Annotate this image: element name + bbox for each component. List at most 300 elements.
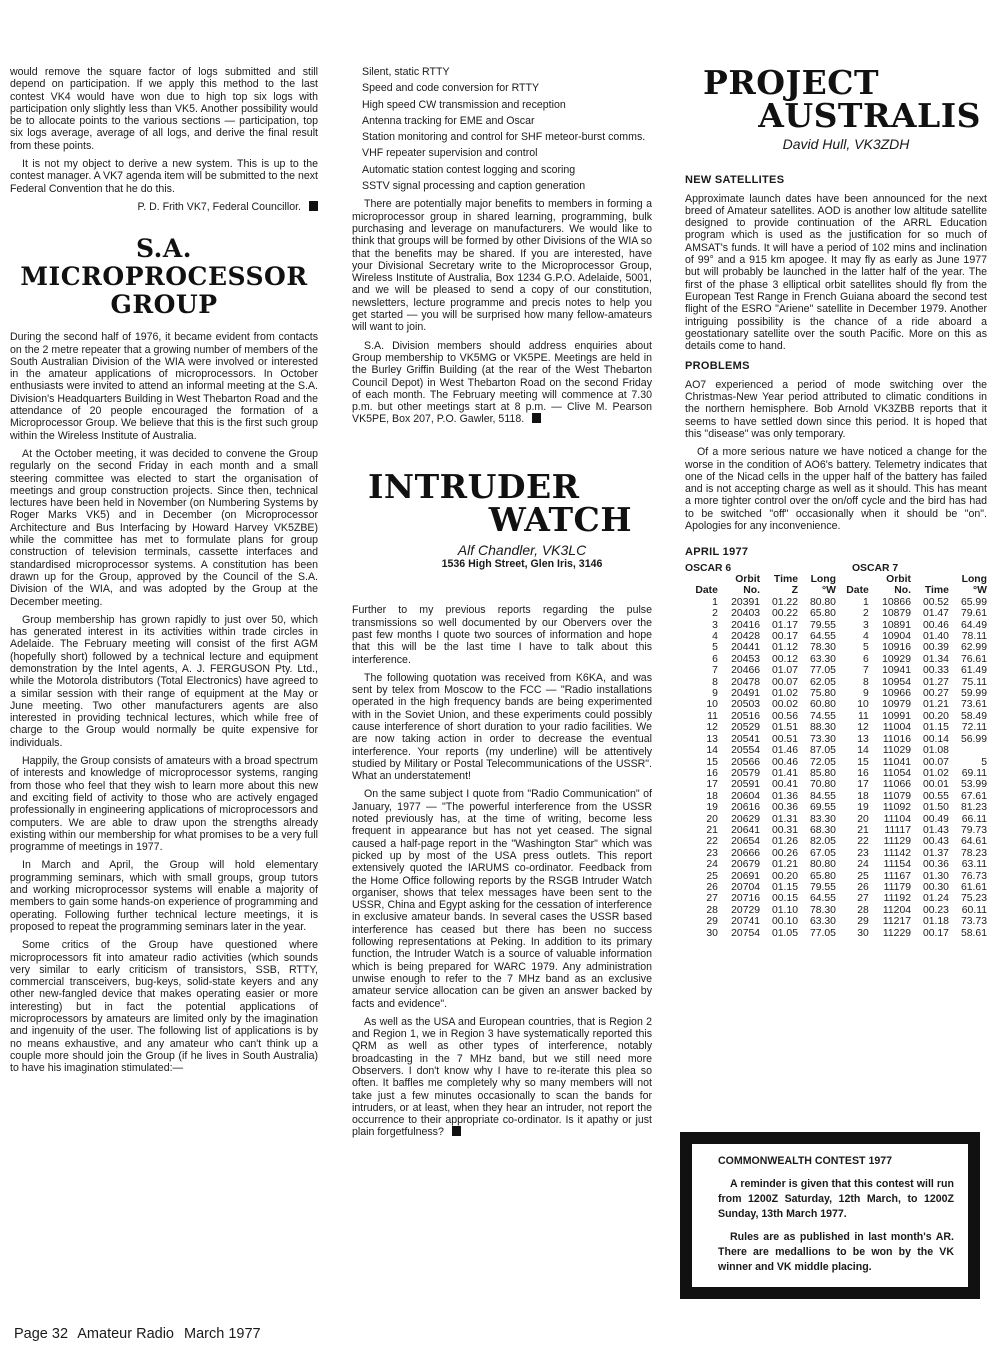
table-cell: 20503 [731,699,761,711]
orbit-table [685,563,987,939]
table-cell: 11016 [882,733,911,745]
table-cell: 21 [706,824,718,836]
table-cell: 8 [863,676,869,688]
table-cell: 19 [857,802,869,814]
table-cell: 64.55 [809,631,836,643]
table-cell: 00.46 [771,756,798,768]
magazine-name: Amateur Radio [77,1326,174,1342]
heading-line: AUSTRALIS [758,96,981,135]
table-row [685,814,987,825]
table-row [685,768,987,779]
table-header-row [685,585,987,596]
heading-line: MICROPROCESSOR [20,262,308,292]
table-cell: 20629 [731,813,761,825]
table-cell: 62.05 [809,676,836,688]
column-left [10,66,318,1080]
article-paragraph: During the second half of 1976, it became evident from contacts on the 2 metre repeater that a growing number of members of the South Australian Division of the WIA were involved or interested in the amateur applications of microprocessors. In October enthusiasts were invited to attend an informal meeting at the S.A. Division's Headquarters Building in West Thebarton Road and the attendance of 20 people encouraged the formation of a Microprocessor Group. We believe that this is the first such group within the Wireless Institute of Australia. [10,331,318,442]
table-cell: 5 [712,642,718,654]
table-cell: 01.10 [771,904,798,916]
table-cell: 79.55 [809,619,836,631]
table-cell: 22 [706,836,718,848]
end-mark-icon [532,413,541,423]
table-cell: 72.11 [961,722,987,734]
table-cell: 67.05 [809,847,836,859]
table-cell: 7 [712,665,718,677]
table-cell: 11029 [882,745,911,757]
intruder-watch-heading [352,466,652,539]
table-cell: 77.05 [809,665,836,677]
table-row [685,608,987,619]
table-cell: 00.23 [922,904,949,916]
list-item: Station monitoring and control for SHF meteor-burst comms. [362,131,646,144]
section-heading: PROBLEMS [685,360,750,373]
table-cell: 68.30 [809,824,836,836]
table-cell: 20491 [731,688,761,700]
table-cell: 01.46 [771,745,798,757]
table-row [685,871,987,882]
table-cell: 01.21 [771,859,798,871]
orbit-table-body [685,597,987,939]
table-cell: 00.22 [771,608,798,620]
table-cell: 23 [857,847,869,859]
microprocessor-heading [10,235,318,319]
table-cell: 01.47 [922,608,949,620]
contest-article-paragraph: It is not my object to derive a new system. This is up to the contest manager. A VK7 agenda item will be submitted to the next Federal Convention that he do this. [10,158,318,195]
table-cell: 79.73 [960,824,987,836]
table-cell: 01.37 [922,847,949,859]
table-cell: 20554 [731,745,761,757]
table-cell: 17 [706,779,718,791]
table-cell: 10966 [882,688,911,700]
table-cell: 20604 [731,790,761,802]
table-row [685,597,987,608]
table-cell: 00.52 [922,596,949,608]
table-cell: 85.80 [809,767,836,779]
table-row [685,642,987,653]
table-cell: 10954 [882,676,911,688]
table-cell: 18 [857,790,869,802]
table-cell: 10 [857,699,869,711]
table-cell: 10 [706,699,718,711]
end-mark-icon [309,201,318,211]
article-paragraph-text: S.A. Division members should address enquiries about Group membership to VK5MG or VK5PE. Meetings are held in the Burley Griffin Building (at the rear of the West Thebarton Council Depot) in West Thebarton Road on the second Friday of each month. The February meeting will commence at 7.30 p.m. but other meetings start at 8 p.m. — Clive M. Pearson VK5PE, Box 207, P.O. Gawler, 5118. [352,339,652,426]
table-cell: 11092 [882,802,911,814]
table-cell: 53.99 [960,779,987,791]
table-cell: 12 [706,722,718,734]
table-cell: 63.30 [809,653,836,665]
table-cell: 27 [706,893,718,905]
table-cell: 10991 [882,710,911,722]
table-cell: 11066 [882,779,911,791]
table-row [685,722,987,733]
table-cell: 75.23 [960,893,987,905]
table-cell: 65.99 [960,596,987,608]
column-header: No. [894,585,911,597]
table-cell: 88.30 [809,722,836,734]
table-cell: 01.17 [771,619,798,631]
table-cell: 01.36 [771,790,798,802]
table-row [685,859,987,870]
list-item: SSTV signal processing and caption generation [362,180,586,193]
table-cell: 01.51 [771,722,798,734]
table-cell: 30 [857,927,869,939]
table-cell: 28 [857,904,869,916]
table-cell: 76.73 [960,870,987,882]
project-australis-heading [685,63,987,135]
table-cell: 67.61 [960,790,987,802]
table-cell: 10904 [882,631,911,643]
contest-notice-paragraph: A reminder is given that this contest will run from 1200Z Saturday, 12th March, to 1200Z Sunday, 13th March 1977. [718,1178,954,1220]
table-row [685,802,987,813]
table-cell: 01.12 [771,642,798,654]
table-cell: 1 [863,596,869,608]
contest-notice-content [692,1144,968,1287]
table-cell: 22 [857,836,869,848]
table-cell: 23 [706,847,718,859]
section-paragraph: AO7 experienced a period of mode switching over the Christmas-New Year period attributed to climatic conditions in the northern hemisphere. Bob Arnold VK3ZBB reports that it seems to have settled down since this period. It is hoped that this "disease" was only temporary. [685,378,987,440]
table-row [685,699,987,710]
table-cell: 20641 [731,824,761,836]
table-cell: 61.61 [960,881,987,893]
table-row [685,745,987,756]
author-byline: Alf Chandler, VK3LC [457,541,587,558]
table-row [685,791,987,802]
table-cell: 00.17 [771,631,798,643]
author-byline: David Hull, VK3ZDH [782,136,910,152]
table-cell: 5 [981,756,987,768]
table-row [685,688,987,699]
table-cell: 14 [857,745,869,757]
table-cell: 87.05 [809,745,836,757]
table-cell: 77.05 [809,927,836,939]
table-cell: 20516 [731,710,761,722]
table-cell: 01.05 [771,927,798,939]
table-cell: 65.80 [809,608,836,620]
article-paragraph-text: As well as the USA and European countries, that is Region 2 and Region 1, we in Region 3 have systematically reported this QRM as well as other types of interference, notably broadcasting in the 7 MHz band, but we still need more Observers. I don't know why I have to re-iterate this plea so often. It baffles me completely why so many members will not take just a few minutes occasionally to scan the bands for intruders, or at least, when they hear an intruder, not report the occurrence to their appropriate co-ordinator. Is it apathy or just plain forgetfulness? [352,1015,652,1139]
table-cell: 64.61 [960,836,987,848]
table-cell: 2 [863,608,869,620]
table-cell: 56.99 [960,733,987,745]
table-cell: 00.36 [922,859,949,871]
table-cell: 20541 [731,733,761,745]
table-cell: 00.31 [771,824,798,836]
table-cell: 1 [712,596,718,608]
table-cell: 4 [712,631,718,643]
table-cell: 11 [858,710,869,722]
table-cell: 76.61 [960,653,987,665]
table-cell: 29 [706,916,718,928]
table-cell: 80.80 [809,596,836,608]
table-cell: 82.05 [809,836,836,848]
author-address: 1536 High Street, Glen Iris, 3146 [441,558,603,571]
table-cell: 75.11 [961,676,987,688]
table-cell: 10891 [882,619,911,631]
table-cell: 01.31 [771,813,798,825]
table-cell: 01.30 [922,870,949,882]
table-cell: 20529 [731,722,761,734]
table-cell: 11167 [883,870,911,882]
article-paragraph: There are potentially major benefits to members in forming a microprocessor group in shared learning, programming, bulk purchasing and leverage on manufacturers. We would like to think that groups will be formed by other Divisions of the WIA so that the benefits may be shared. If you are interested, have your Divisional Secretary write to the Microprocessor Group, Wireless Institute of Australia, Box 1234 G.P.O. Adelaide, 5001, and we will be pleased to send a copy of our constitution, newsletters, lecture programme and precis notes to help you get started — you will be surprised how many fellow-amateurs will want to join. [352,198,652,334]
table-cell: 20741 [731,916,761,928]
table-cell: 60.80 [809,699,836,711]
table-cell: 6 [712,653,718,665]
column-header: °W [973,585,987,597]
table-cell: 20716 [731,893,761,905]
table-cell: 20466 [731,665,761,677]
table-cell: 9 [863,688,869,700]
table-cell: 16 [857,767,869,779]
table-row [685,757,987,768]
table-cell: 00.43 [922,836,949,848]
table-row [685,905,987,916]
table-cell: 00.27 [922,688,949,700]
table-cell: 11154 [883,859,911,871]
table-group-row [685,563,987,574]
table-cell: 29 [857,916,869,928]
table-cell: 2 [712,608,718,620]
table-row [685,620,987,631]
contest-notice-title: COMMONWEALTH CONTEST 1977 [718,1155,893,1167]
table-cell: 20478 [731,676,761,688]
article-paragraph: Group membership has grown rapidly to just over 50, which has generated interest in its activities within trade circles in Adelaide. The February meeting will consist of the first AGM (hopefully short) followed by a technical lecture and equipment demonstration by the Intel agents, A. J. FERGUSON Pty. Ltd., while the Motorola distributors (Total Electronics) have agreed to a similar session with their range of equipment at the May or June meeting. Two other manufacturers agents are also interested in providing technical lectures, which while free of charge to the Group would normally be quite expensive for individuals. [10,613,318,749]
table-cell: 11079 [882,790,911,802]
table-cell: 64.55 [809,893,836,905]
article-paragraph: Some critics of the Group have questioned where microprocessors fit into amateur radio activities (which sounds very similar to early criticism of transistors, SSB, RTTY, commercial transceivers, bug-keys, solid-state keyers and any other new-fangled device that makes operating easier or more interesting) but in fact the potential applications of microprocessors by amateurs are limited only by the imagination and ingenuity of the user. The following list of applications is by no means exhaustive, and any amateur who can't think up a couple more should join the Group (if he lives in South Australia) to have his imagination stimulated:— [10,939,318,1075]
heading-line: WATCH [488,499,632,539]
contest-article-paragraph: would remove the square factor of logs submitted and still depend on participation. If we apply this method to the last contest VK4 would have won due to high top six logs with participation only slightly less than VK5. Another possibility would be to allocate points to the various sections — participation, top six logs average, average of all logs, and derive the final result from these points. [10,66,318,152]
table-cell: 00.33 [922,665,949,677]
table-cell: 7 [863,665,869,677]
table-cell: 4 [863,631,869,643]
table-cell: 6 [863,653,869,665]
column-middle [352,66,652,1145]
table-cell: 24 [706,859,718,871]
table-cell: 63.30 [809,916,836,928]
table-cell: 01.50 [922,802,949,814]
table-cell: 20453 [731,653,761,665]
table-cell: 01.26 [771,836,798,848]
table-cell: 20704 [731,881,761,893]
table-row [685,893,987,904]
table-cell: 11217 [882,916,911,928]
table-cell: 5 [863,642,869,654]
table-cell: 00.30 [922,881,949,893]
table-cell: 3 [712,619,718,631]
table-cell: 11142 [883,847,911,859]
table-cell: 15 [706,756,718,768]
table-cell: 00.07 [922,756,949,768]
table-cell: 00.17 [922,927,949,939]
table-row [685,836,987,847]
table-cell: 00.26 [771,847,798,859]
table-cell: 62.99 [960,642,987,654]
signature: P. D. Frith VK7, Federal Councillor. [137,200,301,213]
table-cell: 27 [857,893,869,905]
table-cell: 78.11 [961,631,987,643]
table-cell: 78.23 [960,847,987,859]
table-cell: 10866 [882,596,911,608]
article-paragraph [352,340,652,426]
table-cell: 19 [706,802,718,814]
table-cell: 73.30 [809,733,836,745]
table-cell: 11204 [882,904,911,916]
table-cell: 20391 [731,596,761,608]
article-paragraph: Happily, the Group consists of amateurs with a broad spectrum of interests and knowledge of microprocessor systems, ranging from those who feel that they wish to learn more about this new and exciting field of activity to those who are actively engaged professionally in engineering applications of microprocessors and computers. We are able to draw upon the strengths already existing within our membership for what promises to be a very full programme of meetings in 1977. [10,755,318,854]
column-header [911,574,949,585]
table-cell: 61.49 [960,665,987,677]
table-row [685,677,987,688]
table-cell: 12 [857,722,869,734]
table-cell: 00.20 [922,710,949,722]
table-cell: 01.40 [922,631,949,643]
table-cell: 21 [857,824,869,836]
column-header: Time [773,574,798,586]
section-heading: NEW SATELLITES [685,174,785,187]
table-cell: 01.08 [922,745,949,757]
table-cell: 79.55 [809,881,836,893]
contest-notice-box [680,1132,980,1299]
column-header: Date [695,585,718,597]
signature-line [10,201,318,213]
column-header: Orbit [886,574,911,586]
table-cell: 01.34 [922,653,949,665]
table-row [685,848,987,859]
table-cell: 11117 [884,824,911,836]
table-row [685,882,987,893]
table-cell: 20729 [731,904,761,916]
page-number: Page 32 [14,1326,69,1342]
heading-line: PROJECT [703,63,880,102]
table-cell: 11192 [883,893,911,905]
table-cell: 83.30 [809,813,836,825]
table-cell: 74.55 [809,710,836,722]
table-row [685,631,987,642]
table-cell: 58.49 [960,710,987,722]
list-item: Antenna tracking for EME and Oscar [362,114,535,127]
column-header: Long [810,574,836,586]
table-cell: 11004 [882,722,911,734]
table-cell: 17 [857,779,869,791]
table-cell: 14 [706,745,718,757]
contest-notice-paragraph: Rules are as published in last month's AR. There are medallions to be won by the VK winner and VK middle placing. [718,1231,954,1273]
table-cell: 20679 [731,859,761,871]
table-cell: 65.80 [809,870,836,882]
table-cell: 11179 [883,881,911,893]
table-cell: 01.18 [922,916,949,928]
table-cell: 11 [707,710,718,722]
table-cell: 10916 [882,642,911,654]
column-header [836,574,869,585]
table-cell: 75.80 [809,688,836,700]
table-cell: 13 [706,733,718,745]
table-cell: 59.99 [960,688,987,700]
table-cell: 01.21 [922,699,949,711]
section-paragraph: Approximate launch dates have been announced for the next breed of Amateur satellites. AOD is another low altitude satellite designed to provide continuation of the ARRL Education program which is used as the justification for so much of AMSAT's funds. It will have a period of 102 mins and inclination of 99° and a 915 km apogee. It may fly as early as June 1977 but will probably be launched in the latter half of the year. The first of the phase 3 elliptical orbit satellites should fly from the European Test Range in French Guiana aboard the second test flight of the ESRO "Ariene" satellite in December 1979. Another intriguing possibility is the chance of a ride aboard a geostationary satellite over the south Pacific. More on this as details come to hand. [685,192,987,353]
table-cell: 00.14 [922,733,949,745]
table-cell: 00.10 [771,916,798,928]
heading-line: INTRUDER [368,466,580,506]
table-cell: 01.15 [922,722,949,734]
oscar6-label: OSCAR 6 [685,562,732,574]
table-cell: 20428 [731,631,761,643]
table-cell: 01.43 [922,824,949,836]
table-cell: 79.61 [960,608,987,620]
table-cell: 66.11 [961,813,987,825]
table-cell: 58.61 [960,927,987,939]
table-cell: 00.02 [771,699,798,711]
table-cell: 20 [857,813,869,825]
table-cell: 69.55 [809,802,836,814]
table-cell: 10929 [882,653,911,665]
table-cell: 20441 [731,642,761,654]
end-mark-icon [452,1126,461,1136]
column-header: Z [791,585,798,597]
table-cell: 20591 [731,779,761,791]
table-cell: 72.05 [809,756,836,768]
table-cell: 64.49 [960,619,987,631]
table-cell: 00.51 [771,733,798,745]
list-item: VHF repeater supervision and control [362,147,538,160]
column-header [685,574,718,585]
table-month: APRIL 1977 [685,546,749,559]
table-cell: 78.30 [809,642,836,654]
table-cell: 60.11 [961,904,987,916]
table-cell: 01.07 [771,665,798,677]
table-cell: 18 [706,790,718,802]
table-cell: 69.11 [961,767,987,779]
table-cell: 00.39 [922,642,949,654]
table-cell: 8 [712,676,718,688]
heading-line: S.A. [136,234,192,264]
table-cell: 20579 [731,767,761,779]
table-cell: 70.80 [809,779,836,791]
table-cell: 20403 [731,608,761,620]
column-header: Long [961,574,987,586]
table-cell: 11129 [883,836,911,848]
table-cell: 25 [706,870,718,882]
applications-list [362,66,652,192]
table-cell: 00.12 [771,653,798,665]
column-right [685,63,987,939]
table-cell [949,745,987,756]
table-cell: 16 [706,767,718,779]
table-cell: 20 [706,813,718,825]
table-cell: 25 [857,870,869,882]
table-cell: 20416 [731,619,761,631]
list-item: High speed CW transmission and reception [362,98,566,111]
issue-date: March 1977 [184,1326,261,1342]
table-cell: 73.61 [960,699,987,711]
table-cell: 26 [706,881,718,893]
table-cell: 80.80 [809,859,836,871]
list-item: Automatic station contest logging and scoring [362,163,576,176]
column-header: Orbit [735,574,761,586]
table-cell: 73.73 [960,916,987,928]
table-row [685,711,987,722]
section-paragraph: Of a more serious nature we have noticed a change for the worse in the condition of AO6's battery. Telemetry indicates that one of the Nicad cells in the upper half of the battery has failed and is not accepting charge as well as it should. This has meant a more tighter control over the on/off cycle and the bird has had to be switched "off" occasionally when it should be "on". Apologies for any inconvenience. [685,446,987,533]
table-cell: 13 [857,733,869,745]
article-paragraph: On the same subject I quote from "Radio Communication" of January, 1977 — "The powerful interference from the USSR noted previously has, at the time of writing, become less frequent in appearance but has not yet ceased. The signal caused a half-page report in the "Washington Star" which was picked up by most of the USA press outlets. This report extensively quoted the IARUMS co-ordinator. Feedback from the Home Office following reports by the RSGB Intruder Watch organiser, shows that telex messages have been sent to the USSR, China and Egypt asking for the cessation of interference in exclusive amateur bands. In several cases the USSR based interference has ceased but there has been no success following representations at Peking. In addition to its primary function, the Intruder Watch is a source of valuable information which is being prepared for WARC 1979. Any administration unwise enough to refer to the 7 MHz band as an exclusive amateur service allocation can be given an answer backed by facts and evidence". [352,788,652,1010]
table-row [685,825,987,836]
list-item: Silent, static RTTY [362,66,450,78]
table-cell: 84.55 [809,790,836,802]
article-paragraph: Further to my previous reports regarding the pulse transmissions so well documented by our Obervers over the past few months I quote two sources of information and hope that this will be the last time I have to talk about this interference. [352,604,652,666]
table-cell: 28 [706,904,718,916]
table-header-row [685,574,987,585]
table-cell: 01.27 [922,676,949,688]
table-cell: 26 [857,881,869,893]
table-cell: 11104 [883,813,911,825]
